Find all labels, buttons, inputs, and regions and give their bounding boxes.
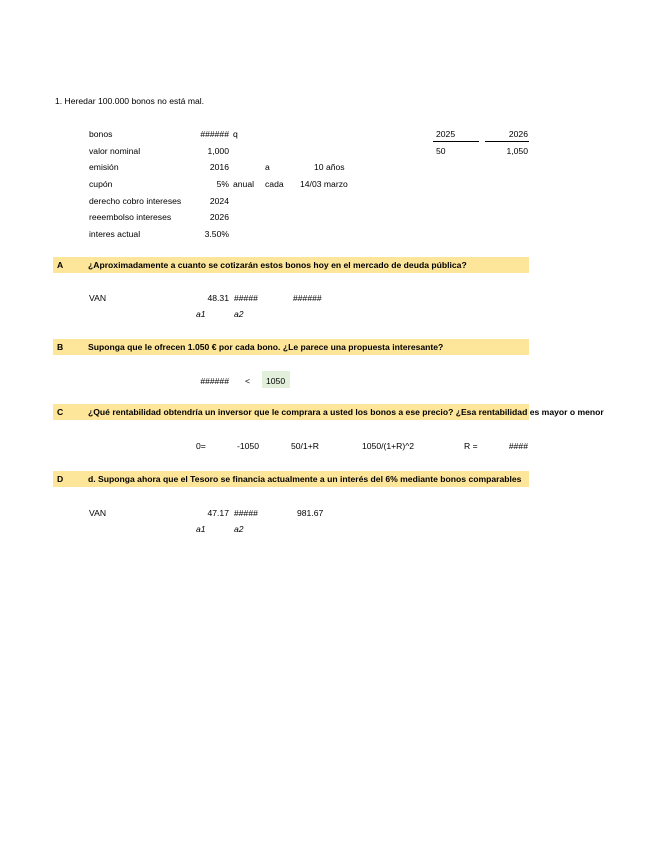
- calc-d-v1: 47.17: [207, 508, 229, 518]
- section-b-band: [53, 339, 529, 355]
- valor-nominal-label: valor nominal: [89, 146, 141, 156]
- calc-c-t3: 1050/(1+R)^2: [362, 441, 415, 451]
- interes-value: 3.50%: [204, 229, 229, 239]
- section-a-question: ¿Aproximadamente a cuanto se cotizarán estos bonos hoy en el mercado de deuda pública?: [88, 260, 467, 270]
- cupon-anual: anual: [233, 179, 255, 189]
- section-c-letter: C: [57, 407, 64, 417]
- section-c-band: [53, 404, 604, 420]
- calc-c-eq: 0=: [196, 441, 206, 451]
- sheet-title: 1. Heredar 100.000 bonos no está mal.: [55, 96, 205, 106]
- calc-b-v1: ######: [200, 376, 229, 386]
- calc-b-v2: 1050: [266, 376, 286, 386]
- cupon-fecha: 14/03 marzo: [300, 179, 348, 189]
- emision-label: emisión: [89, 162, 119, 172]
- bonos-value: ######: [200, 129, 229, 139]
- cupon-cada: cada: [265, 179, 284, 189]
- section-a-band: [53, 257, 529, 273]
- calc-c-t2: 50/1+R: [291, 441, 319, 451]
- calc-b-op: <: [245, 376, 251, 386]
- interes-label: interes actual: [89, 229, 141, 239]
- derecho-label: derecho cobro intereses: [89, 196, 182, 206]
- valor-nominal-value: 1,000: [207, 146, 229, 156]
- bonos-unit: q: [233, 129, 238, 139]
- calc-c-t1: -1050: [237, 441, 259, 451]
- calc-a-a1: a1: [196, 309, 206, 319]
- bonos-label: bonos: [89, 129, 113, 139]
- emision-anos: 10 años: [314, 162, 345, 172]
- reembolso-label: reeembolso intereses: [89, 212, 172, 222]
- calc-d-v3: 981.67: [297, 508, 324, 518]
- emision-value: 2016: [209, 162, 229, 172]
- section-d-band: [53, 471, 529, 487]
- year-value-2026: 1,050: [506, 146, 528, 156]
- calc-a-v3: ######: [293, 293, 322, 303]
- calc-c-r-value: ####: [508, 441, 528, 451]
- section-b-question: Suponga que le ofrecen 1.050 € por cada bono. ¿Le parece una propuesta interesante?: [88, 342, 444, 352]
- calc-a-v2: #####: [234, 293, 258, 303]
- calc-c-r-label: R =: [464, 441, 478, 451]
- calc-d-v2: #####: [234, 508, 258, 518]
- calc-d-a2: a2: [234, 524, 244, 534]
- calc-d-label: VAN: [89, 508, 107, 518]
- year-header-2026: 2026: [508, 129, 528, 139]
- cupon-label: cupón: [89, 179, 113, 189]
- year-header-2025: 2025: [436, 129, 456, 139]
- section-c-question: ¿Qué rentabilidad obtendría un inversor que le comprara a usted los bonos a ese precio? ¿Esa rentabilidad es mayor o menor: [88, 407, 604, 417]
- section-b-letter: B: [57, 342, 64, 352]
- year-value-2025: 50: [436, 146, 446, 156]
- cupon-value: 5%: [216, 179, 229, 189]
- year-underline-1: [433, 141, 479, 142]
- calc-d-a1: a1: [196, 524, 206, 534]
- section-d-letter: D: [57, 474, 64, 484]
- derecho-value: 2024: [209, 196, 229, 206]
- calc-a-label: VAN: [89, 293, 107, 303]
- emision-a: a: [265, 162, 270, 172]
- year-underline-2: [485, 141, 529, 142]
- calc-a-a2: a2: [234, 309, 244, 319]
- reembolso-value: 2026: [209, 212, 229, 222]
- section-d-question: d. Suponga ahora que el Tesoro se financia actualmente a un interés del 6% mediante bonos comparables: [88, 474, 522, 484]
- section-a-letter: A: [57, 260, 64, 270]
- calc-a-v1: 48.31: [207, 293, 229, 303]
